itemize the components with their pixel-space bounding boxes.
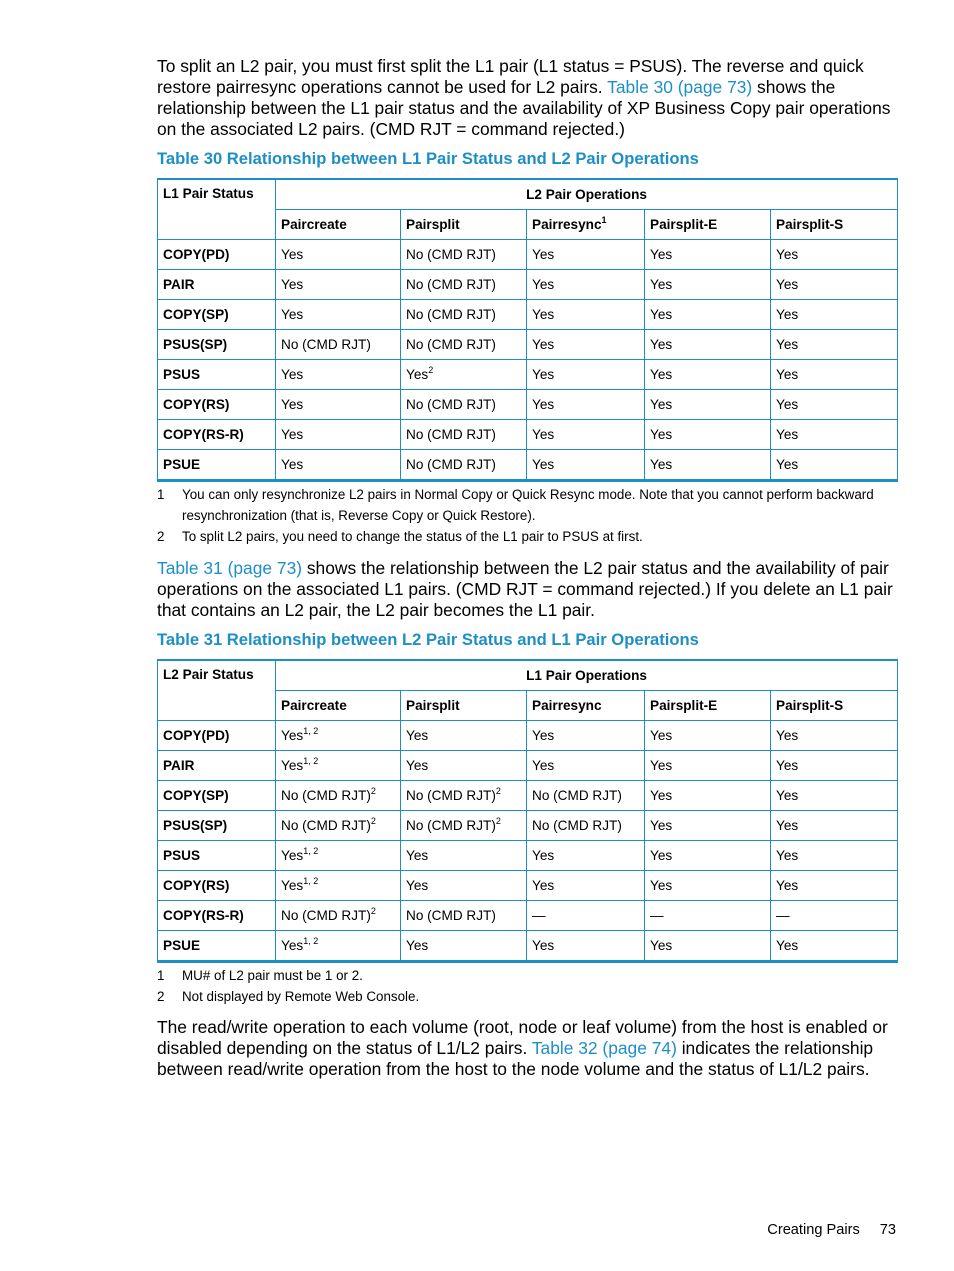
cell-value: Yes bbox=[281, 728, 304, 743]
table-cell bbox=[527, 781, 645, 811]
cell-value: Yes bbox=[532, 758, 555, 773]
footnote-number: 2 bbox=[157, 989, 165, 1004]
table-cell bbox=[527, 330, 645, 360]
row-status: COPY(PD) bbox=[158, 721, 276, 751]
cell-value: No (CMD RJT) bbox=[406, 818, 496, 833]
cell-value: Yes bbox=[406, 938, 429, 953]
table-cell bbox=[645, 931, 771, 962]
table-cell bbox=[771, 300, 898, 330]
table-cell bbox=[771, 390, 898, 420]
cell-value: Yes bbox=[776, 427, 799, 442]
cell-value: Yes bbox=[406, 728, 429, 743]
cell-value: Yes bbox=[776, 728, 799, 743]
table-row bbox=[158, 721, 898, 751]
table-row bbox=[158, 390, 898, 420]
footnote-text: You can only resynchronize L2 pairs in Normal Copy or Quick Resync mode. Note that you cannot perform backward resynchronization (that is, Reverse Copy or Quick Restore). bbox=[182, 487, 874, 523]
cell-value: Yes bbox=[650, 397, 673, 412]
row-status: COPY(SP) bbox=[158, 781, 276, 811]
table-cell bbox=[527, 901, 645, 931]
cell-value: No (CMD RJT) bbox=[406, 427, 496, 442]
cell-value: Yes bbox=[406, 758, 429, 773]
page-content bbox=[157, 56, 897, 1080]
cell-value: Yes bbox=[532, 457, 555, 472]
table-row bbox=[158, 330, 898, 360]
table-cell bbox=[645, 240, 771, 270]
cell-value: Yes bbox=[776, 247, 799, 262]
table-cell bbox=[401, 811, 527, 841]
cell-value: No (CMD RJT) bbox=[281, 908, 371, 923]
table-cell bbox=[645, 330, 771, 360]
footnote bbox=[157, 986, 897, 1007]
table-cell bbox=[527, 450, 645, 481]
table32-link[interactable]: Table 32 (page 74) bbox=[531, 1038, 677, 1058]
column-header-label: Pairsplit-E bbox=[650, 217, 718, 232]
cell-value: Yes bbox=[776, 938, 799, 953]
column-header bbox=[527, 691, 645, 721]
table-cell bbox=[645, 841, 771, 871]
table-cell bbox=[645, 450, 771, 481]
table-row bbox=[158, 781, 898, 811]
column-header-label: Pairresync bbox=[532, 217, 602, 232]
footnote-ref: 1, 2 bbox=[303, 876, 319, 886]
table-cell bbox=[527, 240, 645, 270]
table-row bbox=[158, 871, 898, 901]
cell-value: Yes bbox=[776, 397, 799, 412]
table-cell bbox=[276, 450, 401, 481]
table-cell bbox=[527, 931, 645, 962]
cell-value: No (CMD RJT) bbox=[281, 818, 371, 833]
footnote-ref: 1, 2 bbox=[303, 846, 319, 856]
cell-value: No (CMD RJT) bbox=[406, 277, 496, 292]
table-cell bbox=[645, 871, 771, 901]
table-cell bbox=[645, 390, 771, 420]
footnote-text: Not displayed by Remote Web Console. bbox=[182, 989, 420, 1004]
row-status: PAIR bbox=[158, 751, 276, 781]
table-cell bbox=[401, 360, 527, 390]
cell-value: Yes bbox=[776, 307, 799, 322]
footer-section: Creating Pairs bbox=[767, 1222, 860, 1238]
table-row bbox=[158, 420, 898, 450]
closing-paragraph bbox=[157, 1017, 897, 1080]
table-cell bbox=[645, 901, 771, 931]
cell-value: Yes bbox=[650, 457, 673, 472]
cell-value: Yes bbox=[406, 878, 429, 893]
table-row bbox=[158, 240, 898, 270]
footnote-ref: 2 bbox=[495, 786, 501, 796]
row-status: COPY(RS-R) bbox=[158, 901, 276, 931]
footnote-ref: 2 bbox=[370, 816, 376, 826]
row-status: COPY(RS) bbox=[158, 390, 276, 420]
table-cell bbox=[276, 841, 401, 871]
column-header bbox=[645, 210, 771, 240]
cell-value: Yes bbox=[281, 457, 304, 472]
intro-text: To split an L2 pair, you must first split the L1 pair (L1 status = PSUS). The reverse and quick restore pairresync operations cannot be used for L2 pairs. bbox=[157, 56, 864, 97]
row-status: PSUE bbox=[158, 931, 276, 962]
table-row bbox=[158, 841, 898, 871]
column-header-label: Paircreate bbox=[281, 698, 347, 713]
row-status: PSUE bbox=[158, 450, 276, 481]
cell-value: No (CMD RJT) bbox=[406, 788, 496, 803]
table-cell bbox=[527, 300, 645, 330]
table-cell bbox=[527, 871, 645, 901]
table-cell bbox=[401, 841, 527, 871]
cell-value: Yes bbox=[532, 367, 555, 382]
table-cell bbox=[771, 841, 898, 871]
table-cell bbox=[771, 751, 898, 781]
table-cell bbox=[401, 330, 527, 360]
table-cell bbox=[771, 721, 898, 751]
table-cell bbox=[771, 781, 898, 811]
cell-value: Yes bbox=[532, 848, 555, 863]
cell-value: Yes bbox=[281, 427, 304, 442]
column-header-label: Pairsplit-S bbox=[776, 698, 844, 713]
table-cell bbox=[276, 811, 401, 841]
footnote-text: To split L2 pairs, you need to change the status of the L1 pair to PSUS at first. bbox=[182, 529, 643, 544]
closing-text: The read/write operation to each volume (root, node or leaf volume) from the host is enabled or disabled depending on the status of L1/L2 pairs. bbox=[157, 1017, 888, 1058]
table-cell bbox=[527, 420, 645, 450]
page-number: 73 bbox=[879, 1222, 896, 1238]
cell-value: Yes bbox=[776, 878, 799, 893]
cell-value: Yes bbox=[532, 397, 555, 412]
table-cell bbox=[527, 270, 645, 300]
table-row bbox=[158, 811, 898, 841]
table-cell bbox=[527, 390, 645, 420]
cell-value: Yes bbox=[532, 307, 555, 322]
footnote bbox=[157, 526, 897, 547]
cell-value: Yes bbox=[650, 818, 673, 833]
column-header-label: Pairsplit bbox=[406, 698, 460, 713]
table-row bbox=[158, 450, 898, 481]
table-cell bbox=[645, 420, 771, 450]
cell-value: Yes bbox=[532, 247, 555, 262]
column-header-label: Pairsplit bbox=[406, 217, 460, 232]
column-header-label: Pairsplit-S bbox=[776, 217, 844, 232]
table-cell bbox=[276, 330, 401, 360]
cell-value: Yes bbox=[281, 397, 304, 412]
footnote-text: MU# of L2 pair must be 1 or 2. bbox=[182, 968, 363, 983]
cell-value: Yes bbox=[281, 878, 304, 893]
cell-value: Yes bbox=[281, 247, 304, 262]
cell-value: Yes bbox=[650, 758, 673, 773]
row-status: COPY(RS-R) bbox=[158, 420, 276, 450]
operations-header: L1 Pair Operations bbox=[276, 660, 898, 691]
footnote-ref: 1, 2 bbox=[303, 936, 319, 946]
table-cell bbox=[401, 751, 527, 781]
cell-value: Yes bbox=[650, 938, 673, 953]
table-row bbox=[158, 300, 898, 330]
cell-value: Yes bbox=[776, 367, 799, 382]
cell-value: Yes bbox=[281, 758, 304, 773]
footnote-ref: 2 bbox=[428, 365, 434, 375]
table-cell bbox=[771, 270, 898, 300]
table-cell bbox=[527, 721, 645, 751]
table-cell bbox=[276, 390, 401, 420]
cell-value: Yes bbox=[532, 728, 555, 743]
cell-value: Yes bbox=[281, 307, 304, 322]
cell-value: Yes bbox=[650, 307, 673, 322]
column-header bbox=[645, 691, 771, 721]
cell-value: Yes bbox=[650, 337, 673, 352]
cell-value: No (CMD RJT) bbox=[532, 818, 622, 833]
footnote-ref: 1, 2 bbox=[303, 726, 319, 736]
cell-value: Yes bbox=[650, 247, 673, 262]
column-header bbox=[401, 210, 527, 240]
table-cell bbox=[276, 871, 401, 901]
cell-value: No (CMD RJT) bbox=[406, 247, 496, 262]
footnote-ref: 1 bbox=[601, 215, 607, 225]
table-cell bbox=[771, 420, 898, 450]
row-status: COPY(SP) bbox=[158, 300, 276, 330]
cell-value: No (CMD RJT) bbox=[406, 908, 496, 923]
cell-value: Yes bbox=[650, 728, 673, 743]
cell-value: Yes bbox=[650, 878, 673, 893]
cell-value: — bbox=[776, 908, 790, 923]
table-cell bbox=[276, 270, 401, 300]
row-status: PSUS(SP) bbox=[158, 811, 276, 841]
cell-value: Yes bbox=[281, 848, 304, 863]
cell-value: No (CMD RJT) bbox=[281, 337, 371, 352]
table31-caption: Table 31 Relationship between L2 Pair Status and L1 Pair Operations bbox=[157, 630, 699, 649]
table-cell bbox=[771, 330, 898, 360]
table-cell bbox=[771, 240, 898, 270]
table-cell bbox=[276, 781, 401, 811]
cell-value: Yes bbox=[532, 337, 555, 352]
table31 bbox=[157, 659, 898, 963]
table-cell bbox=[771, 901, 898, 931]
cell-value: Yes bbox=[281, 938, 304, 953]
cell-value: Yes bbox=[532, 938, 555, 953]
footnote-ref: 2 bbox=[370, 906, 376, 916]
table30-footnotes bbox=[157, 484, 897, 547]
column-header-label: Paircreate bbox=[281, 217, 347, 232]
row-status: COPY(PD) bbox=[158, 240, 276, 270]
table-cell bbox=[527, 751, 645, 781]
table-cell bbox=[401, 450, 527, 481]
table-cell bbox=[276, 240, 401, 270]
table-row bbox=[158, 360, 898, 390]
middle-paragraph bbox=[157, 558, 897, 621]
cell-value: No (CMD RJT) bbox=[406, 457, 496, 472]
table-cell bbox=[401, 270, 527, 300]
table-cell bbox=[401, 420, 527, 450]
cell-value: Yes bbox=[650, 367, 673, 382]
footnote-number: 1 bbox=[157, 487, 165, 502]
intro-paragraph bbox=[157, 56, 897, 140]
table-cell bbox=[401, 931, 527, 962]
footnote-ref: 1, 2 bbox=[303, 756, 319, 766]
cell-value: Yes bbox=[776, 758, 799, 773]
table-cell bbox=[645, 811, 771, 841]
column-header bbox=[276, 691, 401, 721]
table-row bbox=[158, 901, 898, 931]
table-cell bbox=[645, 300, 771, 330]
table-cell bbox=[401, 781, 527, 811]
cell-value: Yes bbox=[776, 457, 799, 472]
column-header-label: Pairresync bbox=[532, 698, 602, 713]
table-cell bbox=[276, 360, 401, 390]
table-cell bbox=[527, 811, 645, 841]
row-status: COPY(RS) bbox=[158, 871, 276, 901]
column-header bbox=[771, 210, 898, 240]
table-cell bbox=[401, 390, 527, 420]
footnote-ref: 2 bbox=[495, 816, 501, 826]
footnote bbox=[157, 484, 897, 526]
column-header bbox=[276, 210, 401, 240]
cell-value: Yes bbox=[406, 367, 429, 382]
cell-value: No (CMD RJT) bbox=[281, 788, 371, 803]
table-cell bbox=[771, 450, 898, 481]
middle-text: shows the relationship between the L2 pair status and the availability of pair operations on the associated L1 pairs. (CMD RJT = command rejected.) If you delete an L1 pair that contains an L2 pair, the L2 pair becomes the L1 pair. bbox=[157, 558, 893, 620]
row-status: PSUS bbox=[158, 841, 276, 871]
column-header bbox=[401, 691, 527, 721]
table-cell bbox=[276, 901, 401, 931]
row-status: PSUS(SP) bbox=[158, 330, 276, 360]
table-cell bbox=[527, 841, 645, 871]
status-header: L1 Pair Status bbox=[158, 179, 276, 240]
table30 bbox=[157, 178, 898, 482]
cell-value: Yes bbox=[532, 878, 555, 893]
cell-value: Yes bbox=[281, 367, 304, 382]
cell-value: — bbox=[532, 908, 546, 923]
footnote bbox=[157, 965, 897, 986]
operations-header: L2 Pair Operations bbox=[276, 179, 898, 210]
table-row bbox=[158, 751, 898, 781]
table-cell bbox=[276, 931, 401, 962]
column-header bbox=[771, 691, 898, 721]
table-cell bbox=[771, 360, 898, 390]
table31-footnotes bbox=[157, 965, 897, 1007]
table-cell bbox=[645, 751, 771, 781]
table-cell bbox=[401, 300, 527, 330]
cell-value: Yes bbox=[650, 427, 673, 442]
footnote-number: 2 bbox=[157, 529, 165, 544]
intro-text-rest: shows the relationship between the L1 pair status and the availability of XP Business Copy pair operations on the associated L2 pairs. (CMD RJT = command rejected.) bbox=[157, 77, 891, 139]
cell-value: No (CMD RJT) bbox=[406, 307, 496, 322]
cell-value: Yes bbox=[776, 277, 799, 292]
status-header: L2 Pair Status bbox=[158, 660, 276, 721]
column-header-label: Pairsplit-E bbox=[650, 698, 718, 713]
cell-value: Yes bbox=[650, 848, 673, 863]
row-status: PSUS bbox=[158, 360, 276, 390]
table-row bbox=[158, 931, 898, 962]
cell-value: Yes bbox=[281, 277, 304, 292]
table-cell bbox=[401, 240, 527, 270]
table-row bbox=[158, 270, 898, 300]
cell-value: Yes bbox=[776, 337, 799, 352]
table-cell bbox=[527, 360, 645, 390]
cell-value: — bbox=[650, 908, 664, 923]
table30-link[interactable]: Table 30 (page 73) bbox=[607, 77, 753, 97]
table-cell bbox=[401, 721, 527, 751]
table-cell bbox=[771, 931, 898, 962]
cell-value: Yes bbox=[776, 818, 799, 833]
cell-value: Yes bbox=[650, 788, 673, 803]
table31-link[interactable]: Table 31 (page 73) bbox=[157, 558, 303, 578]
table-cell bbox=[645, 721, 771, 751]
cell-value: Yes bbox=[650, 277, 673, 292]
table-cell bbox=[276, 721, 401, 751]
table-cell bbox=[771, 871, 898, 901]
table-cell bbox=[276, 300, 401, 330]
table-cell bbox=[645, 270, 771, 300]
footnote-ref: 2 bbox=[370, 786, 376, 796]
cell-value: Yes bbox=[776, 788, 799, 803]
footnote-number: 1 bbox=[157, 968, 165, 983]
table-cell bbox=[771, 811, 898, 841]
cell-value: Yes bbox=[532, 427, 555, 442]
cell-value: No (CMD RJT) bbox=[532, 788, 622, 803]
page-footer bbox=[767, 1222, 896, 1238]
table-cell bbox=[276, 751, 401, 781]
cell-value: Yes bbox=[776, 848, 799, 863]
table-cell bbox=[276, 420, 401, 450]
table-cell bbox=[645, 781, 771, 811]
table-cell bbox=[645, 360, 771, 390]
cell-value: Yes bbox=[406, 848, 429, 863]
closing-text-rest: indicates the relationship between read/write operation from the host to the node volume and the status of L1/L2 pairs. bbox=[157, 1038, 874, 1079]
table30-caption: Table 30 Relationship between L1 Pair Status and L2 Pair Operations bbox=[157, 149, 699, 168]
row-status: PAIR bbox=[158, 270, 276, 300]
cell-value: No (CMD RJT) bbox=[406, 397, 496, 412]
column-header bbox=[527, 210, 645, 240]
table-cell bbox=[401, 901, 527, 931]
cell-value: No (CMD RJT) bbox=[406, 337, 496, 352]
cell-value: Yes bbox=[532, 277, 555, 292]
table-cell bbox=[401, 871, 527, 901]
